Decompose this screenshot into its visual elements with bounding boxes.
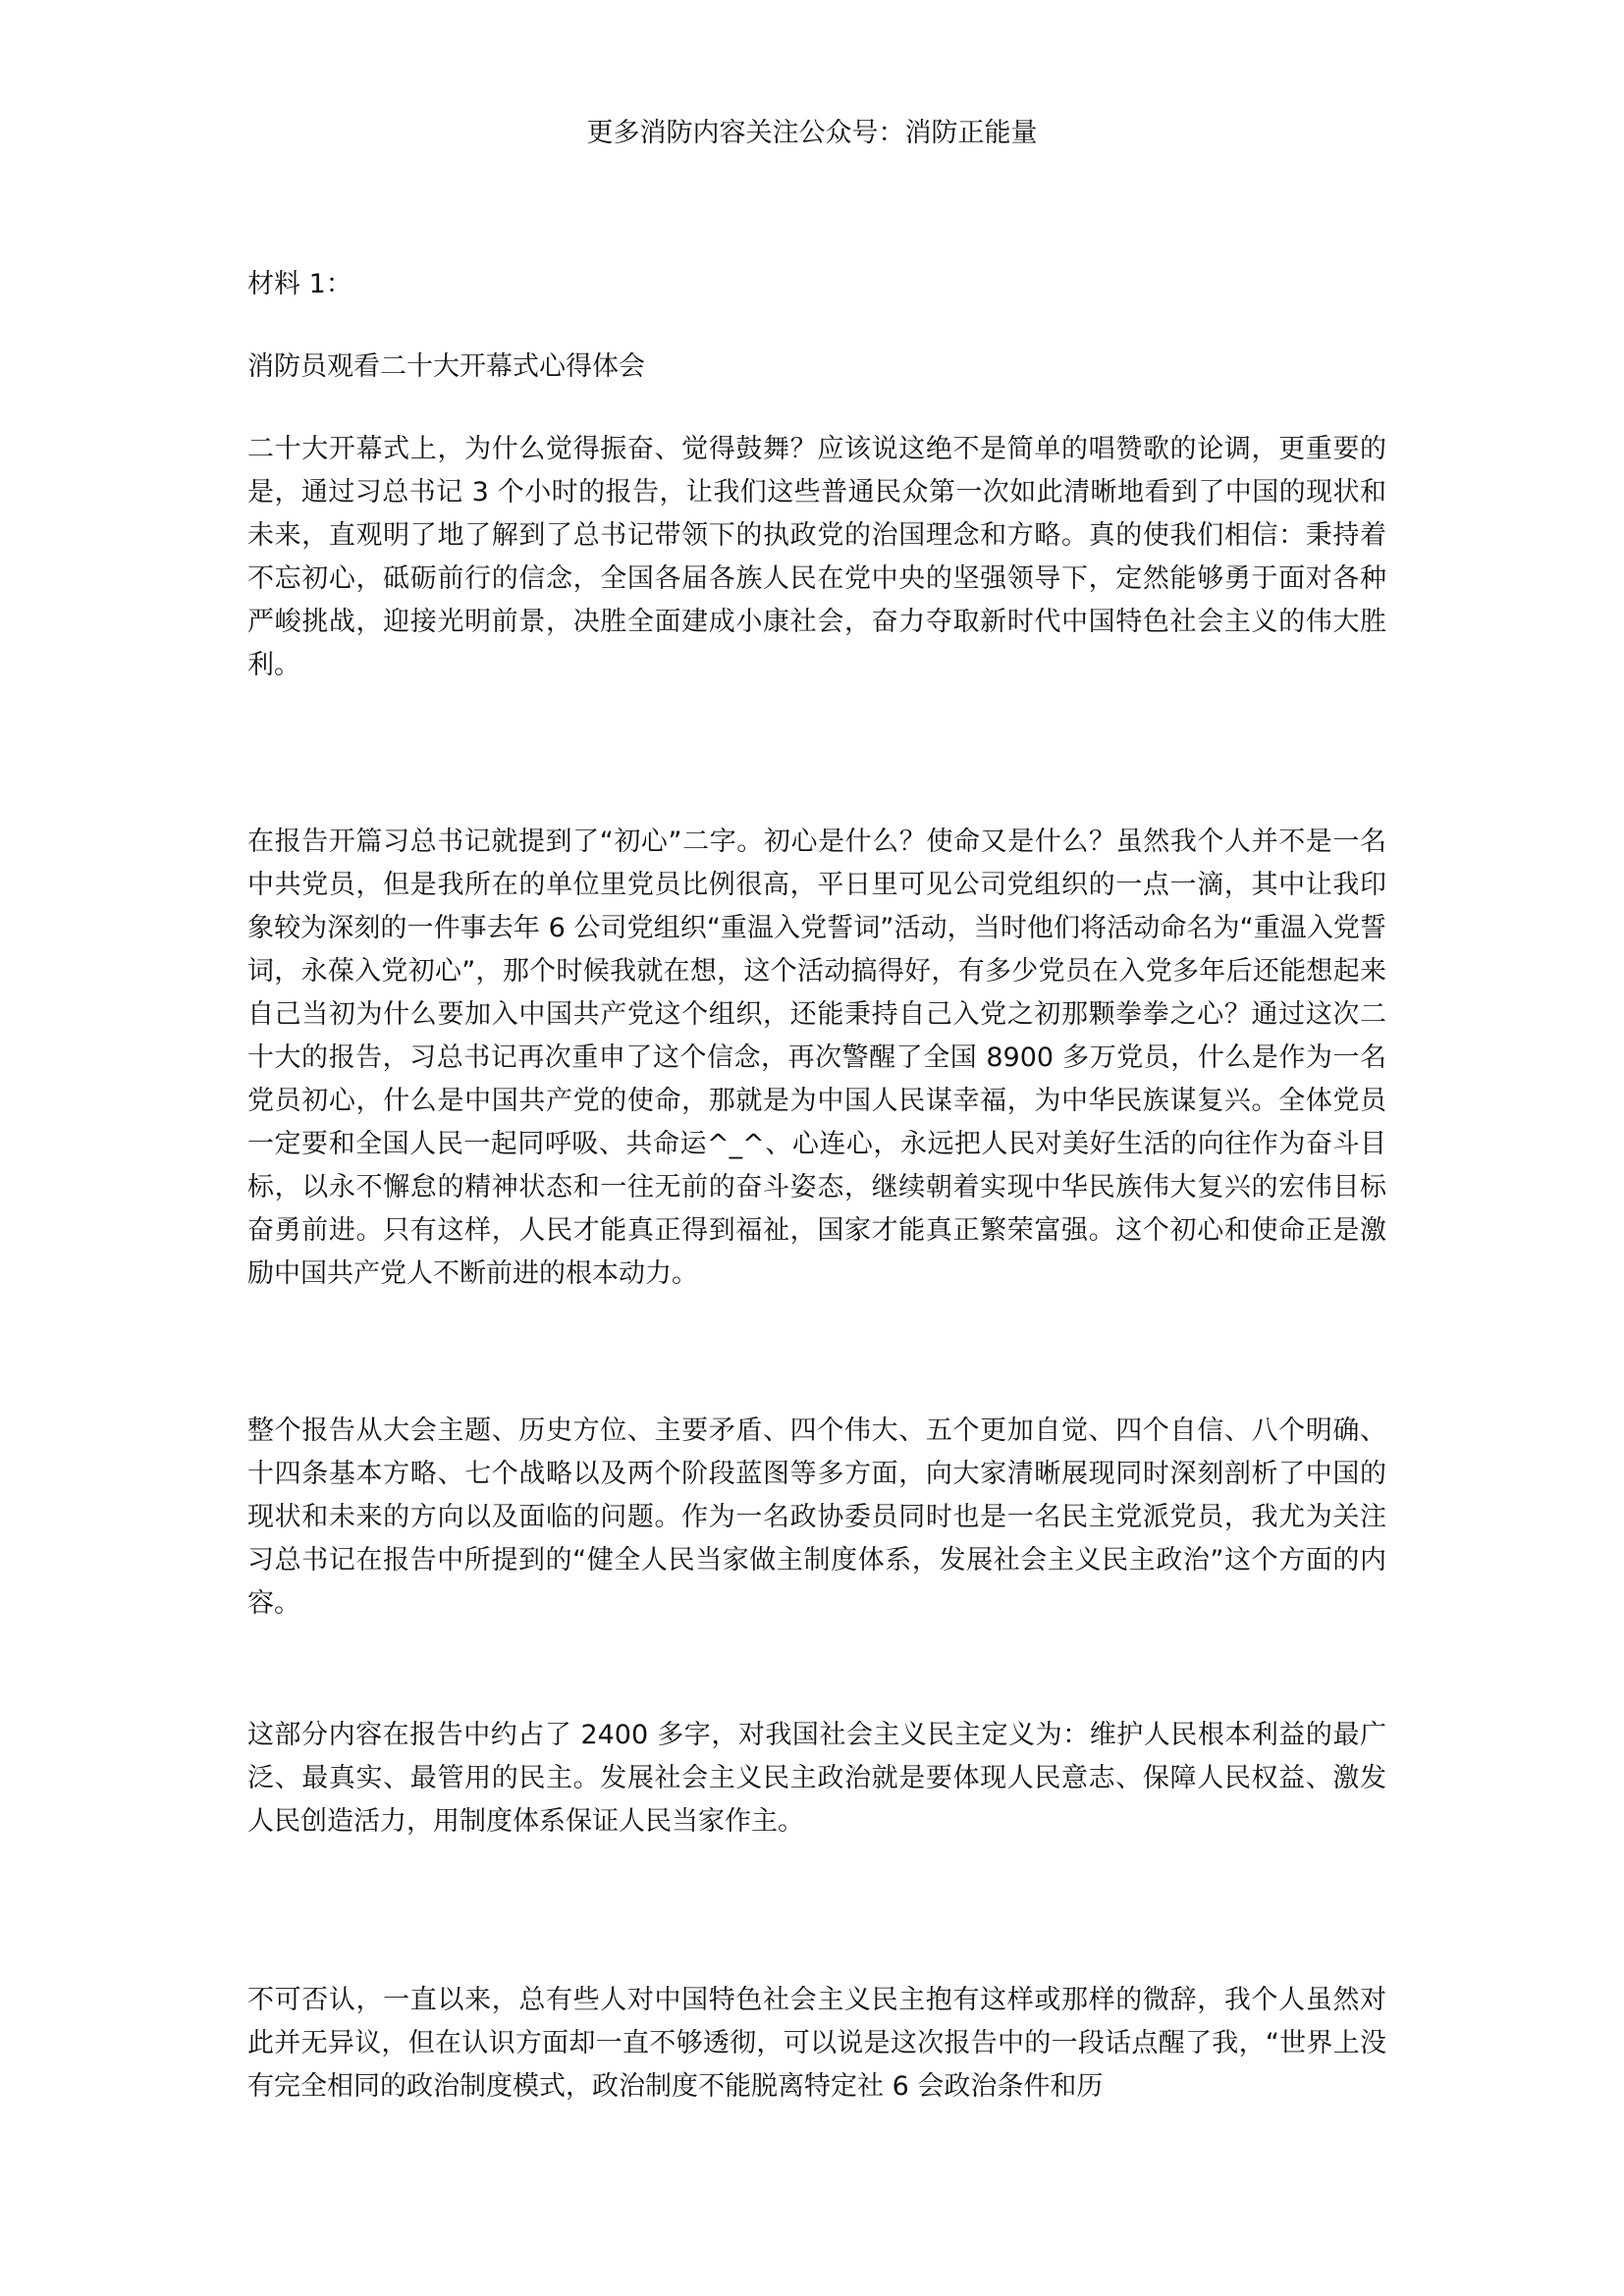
paragraph-3: 整个报告从大会主题、历史方位、主要矛盾、四个伟大、五个更加自觉、四个自信、八个明确、十四条基本方略、七个战略以及两个阶段蓝图等多方面，向大家清晰展现同时深刻剖析了中国的现状和未来的方向以及面临的问题。作为一名政协委员同时也是一名民主党派党员，我尤为关注习总书记在报告中所提到的“健全人民当家做主制度体系，发展社会主义民主政治”这个方面的内容。 [247,1415,1386,1619]
paragraph-2: 在报告开篇习总书记就提到了“初心”二字。初心是什么？使命又是什么？虽然我个人并不是一名中共党员，但是我所在的单位里党员比例很高，平日里可见公司党组织的一点一滴，其中让我印象较为深刻的一件事去年 6 公司党组织“重温入党誓词”活动，当时他们将活动命名为“重温入党誓词，永葆入党初心”，那个时候我就在想，这个活动搞得好，有多少党员在入党多年后还能想起来自己当初为什么要加入中国共产党这个组织，还能秉持自己入党之初那颗拳拳之心？通过这次二十大的报告，习总书记再次重申了这个信念，再次警醒了全国 8900 多万党员，什么是作为一名党员初心，什么是中国共产党的使命，那就是为中国人民谋幸福，为中华民族谋复兴。全体党员一定要和全国人民一起同呼吸、共命运^_^、心连心，永远把人民对美好生活的向往作为奋斗目标，以永不懈怠的精神状态和一往无前的奋斗姿态，继续朝着实现中华民族伟大复兴的宏伟目标奋勇前进。只有这样，人民才能真正得到福祉，国家才能真正繁荣富强。这个初心和使命正是激励中国共产党人不断前进的根本动力。 [247,827,1386,1289]
material-label: 材料 1： [247,269,352,299]
page-header: 更多消防内容关注公众号：消防正能量 [586,118,1038,148]
paragraph-5: 不可否认，一直以来，总有些人对中国特色社会主义民主抱有这样或那样的微辞，我个人虽然对此并无异议，但在认识方面却一直不够透彻，可以说是这次报告中的一段话点醒了我，“世界上没有完全相同的政治制度模式，政治制度不能脱离特定社 6 会政治条件和历 [247,1985,1386,2102]
paragraph-1: 二十大开幕式上，为什么觉得振奋、觉得鼓舞？应该说这绝不是简单的唱赞歌的论调，更重要的是，通过习总书记 3 个小时的报告，让我们这些普通民众第一次如此清晰地看到了中国的现状和未来，直观明了地了解到了总书记带领下的执政党的治国理念和方略。真的使我们相信：秉持着不忘初心，砥砺前行的信念，全国各届各族人民在党中央的坚强领导下，定然能够勇于面对各种严峻挑战，迎接光明前景，决胜全面建成小康社会，奋力夺取新时代中国特色社会主义的伟大胜利。 [247,434,1386,680]
paragraph-4: 这部分内容在报告中约占了 2400 多字，对我国社会主义民主定义为：维护人民根本利益的最广泛、最真实、最管用的民主。发展社会主义民主政治就是要体现人民意志、保障人民权益、激发人民创造活力，用制度体系保证人民当家作主。 [247,1720,1386,1837]
document-title: 消防员观看二十大开幕式心得体会 [247,351,645,382]
